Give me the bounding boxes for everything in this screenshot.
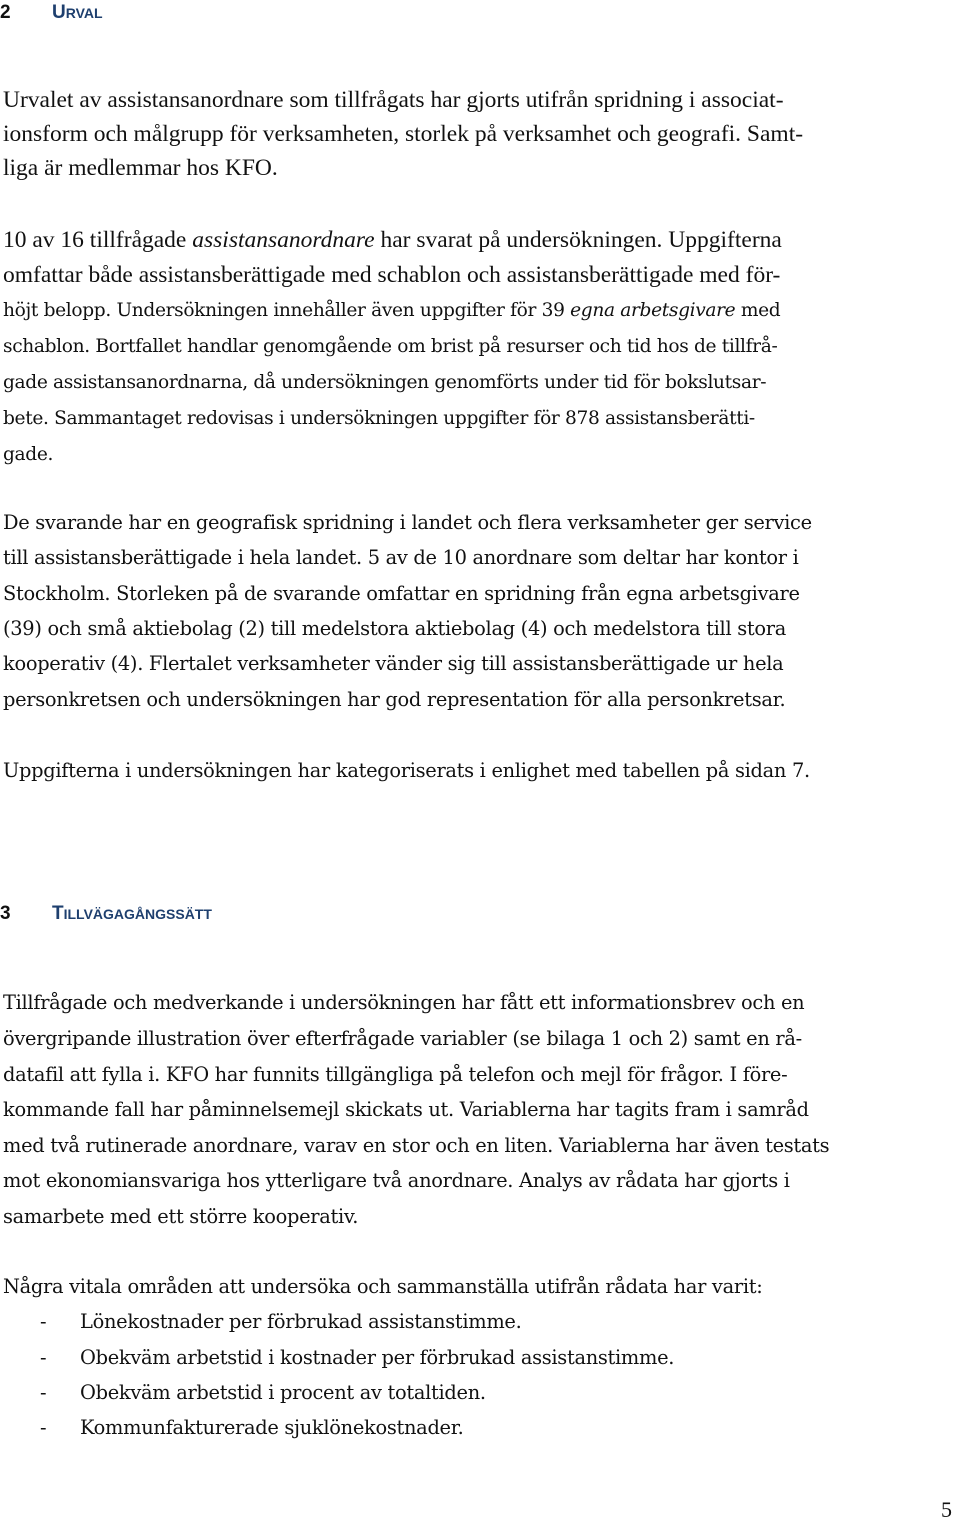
bullet-marker: -: [40, 1310, 47, 1333]
list-intro: Några vitala områden att undersöka och sammanställa utifrån rådata har varit:: [3, 1275, 763, 1298]
paragraph-line: omfattar både assistansberättigade med schablon och assistansberättigade med för-: [3, 262, 781, 288]
bullet-marker: -: [40, 1381, 47, 1404]
paragraph-line: övergripande illustration över efterfrågade variabler (se bilaga 1 och 2) samt en rå-: [3, 1027, 802, 1050]
list-item: Obekväm arbetstid i kostnader per förbrukad assistanstimme.: [80, 1346, 675, 1369]
paragraph-line: Urvalet av assistansanordnare som tillfrågats har gjorts utifrån spridning i associat-: [3, 87, 784, 113]
section-3-title: TILLVÄGAGÅNGSSÄTT: [52, 903, 212, 924]
section-2-number: 2: [0, 2, 11, 23]
list-item: Kommunfakturerade sjuklönekostnader.: [80, 1416, 464, 1439]
paragraph-line: liga är medlemmar hos KFO.: [3, 155, 278, 181]
paragraph-line: gade assistansanordnarna, då undersökningen genomförts under tid för bokslutsar-: [3, 372, 767, 393]
paragraph-line: Tillfrågade och medverkande i undersökningen har fått ett informationsbrev och en: [3, 991, 805, 1014]
bullet-marker: -: [40, 1416, 47, 1439]
paragraph-line: kooperativ (4). Flertalet verksamheter vänder sig till assistansberättigade ur hela: [3, 652, 784, 675]
paragraph-line: höjt belopp. Undersökningen innehåller även uppgifter för 39 egna arbetsgivare med: [3, 300, 781, 321]
list-item: Lönekostnader per förbrukad assistanstimme.: [80, 1310, 522, 1333]
paragraph-line: personkretsen och undersökningen har god representation för alla personkretsar.: [3, 688, 786, 711]
paragraph-line: Stockholm. Storleken på de svarande omfattar en spridning från egna arbetsgivare: [3, 582, 800, 605]
bullet-marker: -: [40, 1346, 47, 1369]
paragraph-line: ionsform och målgrupp för verksamheten, storlek på verksamhet och geografi. Samt-: [3, 121, 804, 147]
page-number: 5: [941, 1497, 952, 1522]
paragraph-line: med två rutinerade anordnare, varav en stor och en liten. Variablerna har även testats: [3, 1134, 830, 1157]
section-3-number: 3: [0, 903, 11, 924]
paragraph-line: mot ekonomiansvariga hos ytterligare två anordnare. Analys av rådata har gjorts i: [3, 1169, 790, 1192]
emphasis: assistansanordnare: [192, 227, 375, 253]
paragraph-line: bete. Sammantaget redovisas i undersökningen uppgifter för 878 assistansberätti-: [3, 408, 755, 429]
paragraph-line: gade.: [3, 444, 54, 465]
paragraph-line: De svarande har en geografisk spridning i landet och flera verksamheter ger service: [3, 511, 812, 534]
list-item: Obekväm arbetstid i procent av totaltiden.: [80, 1381, 486, 1404]
paragraph-line: till assistansberättigade i hela landet. 5 av de 10 anordnare som deltar har kontor i: [3, 546, 799, 569]
paragraph-line: schablon. Bortfallet handlar genomgående om brist på resurser och tid hos de tillfrå-: [3, 336, 778, 357]
section-2-heading: [0, 2, 103, 24]
section-2-title: URVAL: [52, 2, 103, 23]
section-3-heading: [0, 903, 212, 925]
paragraph-line: datafil att fylla i. KFO har funnits tillgängliga på telefon och mejl för frågor. I före-: [3, 1063, 788, 1086]
paragraph-line: samarbete med ett större kooperativ.: [3, 1205, 359, 1228]
paragraph-line: kommande fall har påminnelsemejl skickats ut. Variablerna har tagits fram i samråd: [3, 1098, 809, 1121]
paragraph-line: (39) och små aktiebolag (2) till medelstora aktiebolag (4) och medelstora till stora: [3, 617, 786, 640]
paragraph-line: 10 av 16 tillfrågade assistansanordnare har svarat på undersökningen. Uppgifterna: [3, 227, 782, 253]
emphasis: egna arbetsgivare: [570, 300, 736, 321]
paragraph-line: Uppgifterna i undersökningen har kategoriserats i enlighet med tabellen på sidan 7.: [3, 759, 810, 782]
